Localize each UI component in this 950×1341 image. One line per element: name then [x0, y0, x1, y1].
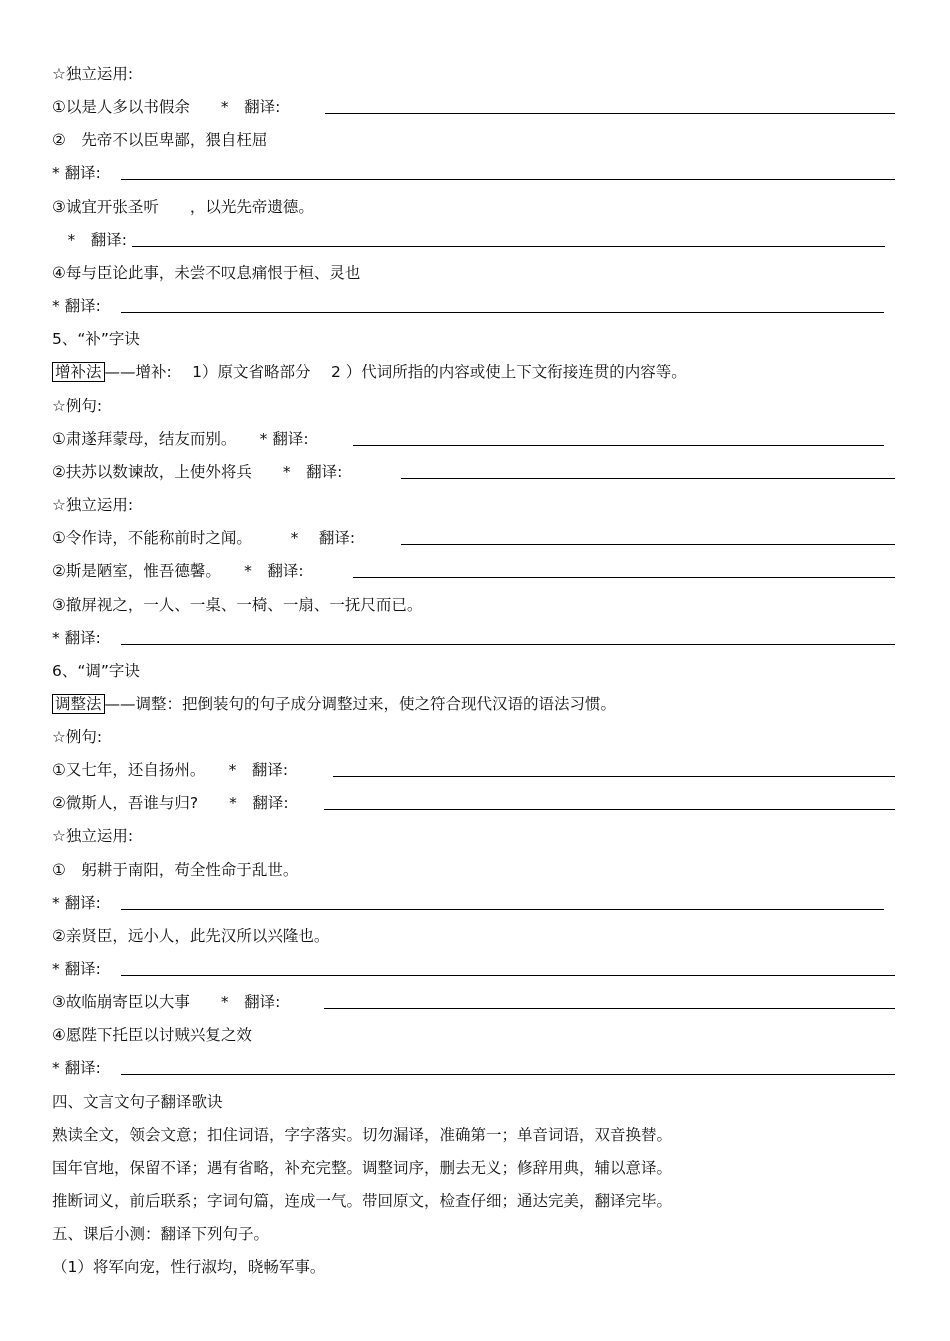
exercise-text: ②扶苏以数谏故，上使外将兵 * 翻译:: [52, 463, 343, 481]
translate-label: * 翻译:: [52, 960, 101, 978]
exercise-text: ① 躬耕于南阳，苟全性命于乱世。: [52, 861, 299, 879]
translate-label: * 翻译:: [52, 297, 101, 315]
answer-blank[interactable]: [121, 1074, 895, 1075]
section-label-examples: ☆例句:: [52, 728, 103, 746]
section-heading-song: 四、文言文句子翻译歌诀: [52, 1093, 223, 1111]
answer-blank[interactable]: [324, 809, 895, 810]
answer-blank[interactable]: [333, 776, 895, 777]
answer-blank[interactable]: [121, 312, 884, 313]
exercise-text: ②微斯人，吾谁与归? * 翻译:: [52, 794, 289, 812]
translate-label: * 翻译:: [52, 894, 101, 912]
section-label-practice: ☆独立运用:: [52, 827, 134, 845]
exercise-text: ①以是人多以书假余 * 翻译:: [52, 98, 281, 116]
method-definition-bu: [52, 362, 687, 382]
method-definition-tiao: [52, 694, 616, 714]
rhyme-line: 熟读全文，领会文意；扣住词语，字字落实。切勿漏译，准确第一；单音词语，双音换替。: [52, 1126, 673, 1144]
section-label-practice: ☆独立运用:: [52, 496, 134, 514]
answer-blank[interactable]: [121, 179, 895, 180]
answer-blank[interactable]: [324, 1008, 895, 1009]
answer-blank[interactable]: [353, 577, 895, 578]
exercise-text: ①令作诗，不能称前时之闻。 * 翻译:: [52, 529, 356, 547]
exercise-text: ①又七年，还自扬州。 * 翻译:: [52, 761, 289, 779]
exercise-text: ④每与臣论此事，未尝不叹息痛恨于桓、灵也: [52, 264, 361, 282]
exercise-text: ④愿陛下托臣以讨贼兴复之效: [52, 1026, 252, 1044]
exercise-text: ③故临崩寄臣以大事 * 翻译:: [52, 993, 281, 1011]
section-label-practice: ☆独立运用:: [52, 65, 134, 83]
exercise-text: ② 先帝不以臣卑鄙，猥自枉屈: [52, 131, 268, 149]
section-heading-bu: 5、“补”字诀: [52, 330, 140, 348]
section-label-examples: ☆例句:: [52, 397, 103, 415]
quiz-item: （1）将军向宠，性行淑均，晓畅军事。: [52, 1258, 326, 1276]
exercise-text: ②亲贤臣，远小人，此先汉所以兴隆也。: [52, 927, 330, 945]
section-heading-quiz: 五、课后小测：翻译下列句子。: [52, 1225, 270, 1243]
rhyme-line: 国年官地，保留不译；遇有省略，补充完整。调整词序，删去无义；修辞用典，辅以意译。: [52, 1159, 673, 1177]
exercise-text: ③诚宜开张圣听 ，以光先帝遗德。: [52, 198, 314, 216]
answer-blank[interactable]: [401, 478, 895, 479]
section-heading-tiao: 6、“调”字诀: [52, 662, 140, 680]
answer-blank[interactable]: [401, 544, 895, 545]
answer-blank[interactable]: [325, 113, 895, 114]
translate-label: * 翻译:: [52, 231, 127, 249]
rhyme-line: 推断词义，前后联系；字词句篇，连成一气。带回原文，检查仔细；通达完美，翻译完毕。: [52, 1192, 673, 1210]
exercise-text: ①肃遂拜蒙母，结友而别。 * 翻译:: [52, 430, 309, 448]
method-box: 调整法: [52, 694, 105, 714]
exercise-text: ②斯是陋室，惟吾德馨。 * 翻译:: [52, 562, 304, 580]
answer-blank[interactable]: [132, 246, 885, 247]
translate-label: * 翻译:: [52, 629, 101, 647]
method-description: ——调整：把倒装句的句子成分调整过来，使之符合现代汉语的语法习惯。: [104, 695, 617, 713]
exercise-text: ③撤屏视之，一人、一桌、一椅、一扇、一抚尺而已。: [52, 596, 423, 614]
answer-blank[interactable]: [353, 445, 884, 446]
answer-blank[interactable]: [121, 975, 895, 976]
answer-blank[interactable]: [121, 644, 895, 645]
translate-label: * 翻译:: [52, 1059, 101, 1077]
answer-blank[interactable]: [121, 909, 884, 910]
method-box: 增补法: [52, 362, 105, 382]
translate-label: * 翻译:: [52, 164, 101, 182]
method-description: ——增补: 1）原文省略部分 2 ）代词所指的内容或使上下文衔接连贯的内容等。: [104, 363, 687, 381]
